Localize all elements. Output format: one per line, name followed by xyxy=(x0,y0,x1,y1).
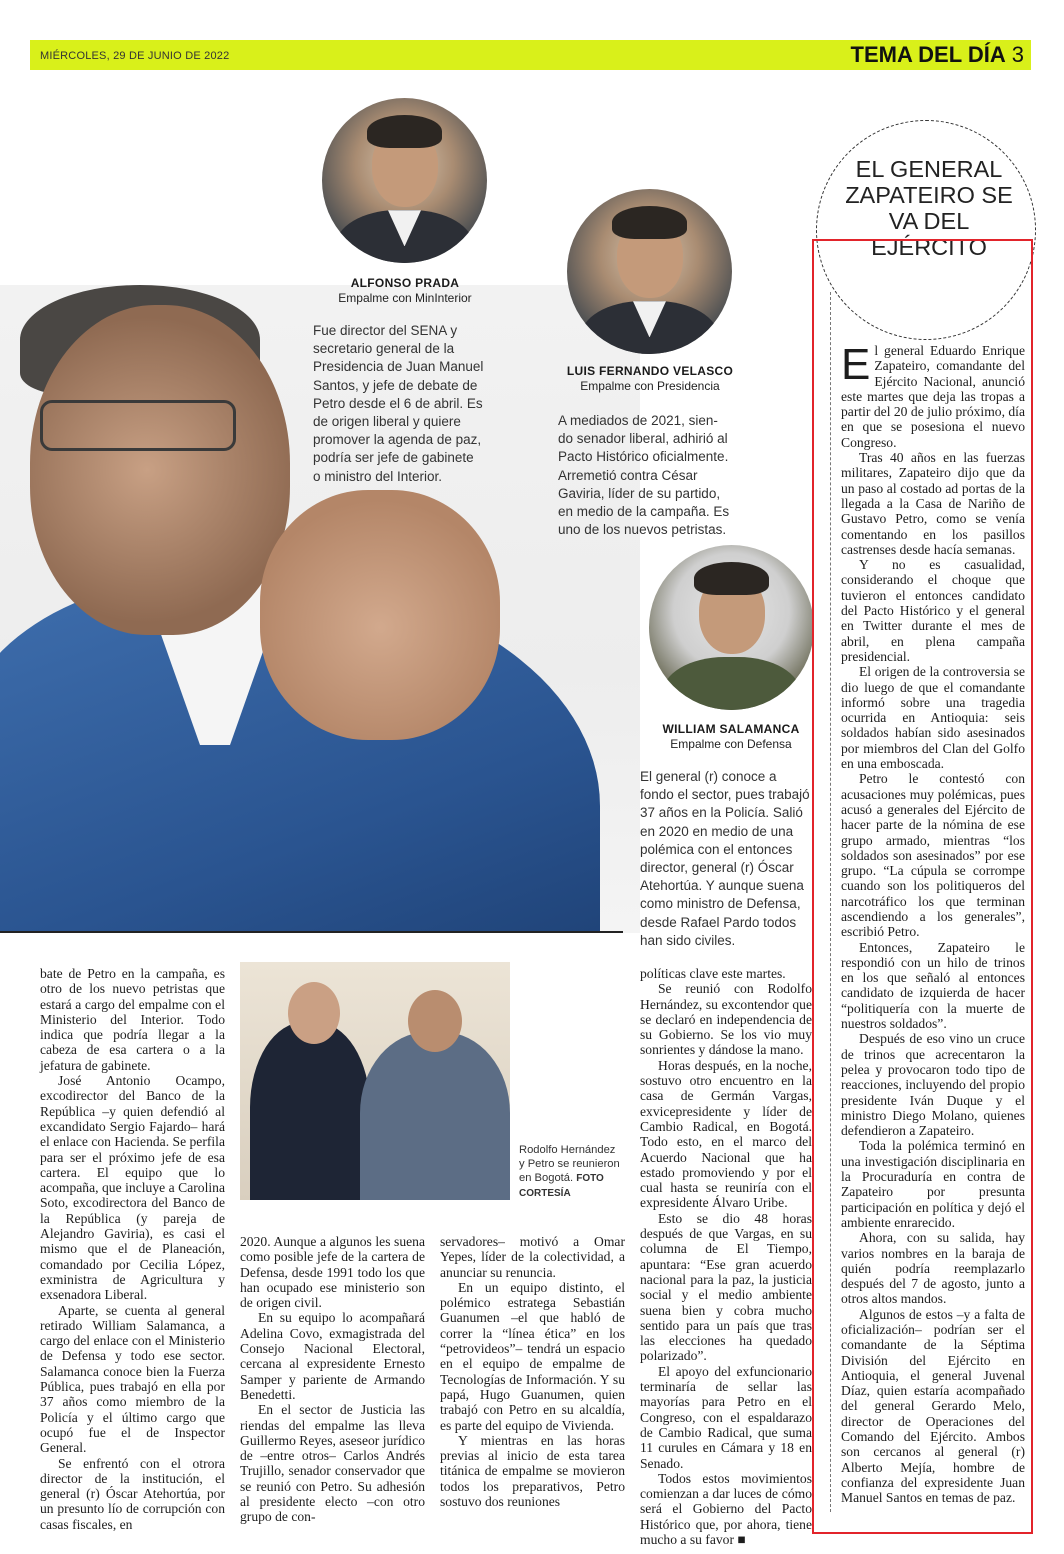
header-date: MIÉRCOLES, 29 DE JUNIO DE 2022 xyxy=(40,50,230,62)
photo-hernandez-petro xyxy=(240,962,510,1200)
photo-caption xyxy=(519,1143,624,1201)
section-name: TEMA DEL DÍA xyxy=(850,42,1006,67)
selection-highlight-box xyxy=(812,239,1033,1534)
portrait-luis-fernando-velasco xyxy=(567,189,732,354)
caption-text: Rodolfo Hernández y Petro se reunieron en Bogotá. xyxy=(519,1144,620,1184)
profile-name: ALFONSO PRADA xyxy=(350,276,460,290)
portrait-william-salamanca xyxy=(649,545,814,710)
profile-role: Empalme con Presidencia xyxy=(580,379,720,393)
profile-role: Empalme con MinInterior xyxy=(338,291,472,305)
profile-role: Empalme con Defensa xyxy=(670,737,792,751)
profile-name: LUIS FERNANDO VELASCO xyxy=(566,364,734,378)
profile-bio: A mediados de 2021, sien- do senador liberal, adhirió al Pacto Histórico oficialmente. Arremetió contra César Gaviria, líder de su partido, en medio de la campaña. Es uno de los nuevos petristas. xyxy=(558,413,730,538)
portrait-alfonso-prada xyxy=(322,98,487,263)
sidebar-article: El general Eduardo Enrique Zapateiro, comandante del Ejército Nacional, anunció este martes que deja las tropas a partir del 20 de julio próximo, día en que se posesiona el nuevo Congreso. Tras 40 años en las fuerzas militares, Zapateiro dijo que da un paso al costado ad portas de la llegada a la Casa de Nariño de Gustavo Petro, como se venía comentando en los pasillos castrenses desde hacía semanas. Y no es casualidad, considerando el choque que tuvieron el entonces candidato del Pacto Histórico y el general en Twitter durante el mes de abril, en plena campaña presidencial. El origen de la controversia se dio luego de que el comandante informó sobre una tragedia ocurrida en Antioquia: seis soldados habían sido asesinados por miembros del Clan del Golfo en una emboscada. Petro le contestó con acusaciones muy polémicas, pues acusó a generales del Ejército de hacer parte de la nómina de ese grupo armado, mientras “los soldados son asesinados” por ese grupo. “La cúpula se corrompe cuando son los politiqueros del narcotráfico los que terminan ascendiendo a los generales”, escribió Petro. Entonces, Zapateiro le respondió con un hilo de trinos en los que señaló al entonces candidato de izquierda de hacer “politiquería con la muerte de nuestros soldados”. Después de eso vino un cruce de trinos que acrecentaron la pelea y provocaron todo tipo de reacciones, incluyendo del propio presidente Iván Duque y el ministro Diego Molano, quienes defendieron a Zapateiro. Toda la polémica terminó en una investigación disciplinaria en la Procuraduría en contra de Zapateiro por presunta participación en política y dejó el ambiente enrarecido. Ahora, con su salida, hay varios nombres en la baraja de quién podría reemplazarlo después del 7 de agosto, junto a otros altos mandos. Algunos de estos –y a falta de oficialización– podrían ser el comandante de la Séptima División del Ejército en Antioquia, el general Juvenal Díaz, quien estaría acompañado del general Gerardo Melo, director de Operaciones del Comando del Ejército. Ambos son cercanos al general (r) Alberto Mejía, hombre de confianza del expresidente Juan Manuel Santos en temas de paz. xyxy=(841,340,1025,1506)
profile-name: WILLIAM SALAMANCA xyxy=(662,722,800,736)
body-column-2: 2020. Aunque a algunos les suena como posible jefe de la cartera de Defensa, desde 1991 todo los que han ocupado ese ministerio son de origen civil. En su equipo lo acompañará Adelina Covo, exmagistrada del Consejo Nacional Electoral, cercana al expresidente Ernesto Samper y pariente de Armando Benedetti. En el sector de Justicia las riendas del empalme las lleva Guillermo Reyes, aseseor jurídico de –entre otros– Carlos Andrés Trujillo, senador conservador que se reunió con Petro. Su adhesión al presidente electo –con otro grupo de con- xyxy=(240,1234,425,1525)
page-number: 3 xyxy=(1011,42,1024,67)
drop-cap: E xyxy=(841,340,871,389)
sidebar-title: EL GENERAL ZAPATEIRO SE VA DEL EJÉRCITO xyxy=(845,156,1013,260)
profile-bio: Fue director del SENA y secretario general de la Presidencia de Juan Manuel Santos, y jefe de debate de Petro desde el 6 de abril. Es de origen liberal y quiere promover la agenda de paz, podría ser jefe de gabinete o ministro del Interior. xyxy=(313,323,484,484)
photo-credit: FOTO CORTESÍA xyxy=(519,1173,604,1199)
body-column-4: políticas clave este martes. Se reunió con Rodolfo Hernández, su excontendor que se declaró en independencia de su Gobierno. Se los vio muy sonrientes y dándose la mano. Horas después, en la noche, sostuvo otro encuentro en la casa de Germán Vargas, exvicepresidente y líder de Cambio Radical, en Bogotá. Todo esto, en el marco del Acuerdo Nacional que ha estado promoviendo y por el cual hasta se reuniría con el expresidente Álvaro Uribe. Esto se dio 48 horas después de que Vargas, en su columna de El Tiempo, apuntara: “Ese gran acuerdo nacional para la paz, la justicia social y el medio ambiente suena bien y cobra mucho sentido para un país que tras las elecciones ha quedado polarizado”. El apoyo del exfuncionario terminaría de sellar las mayorías para Petro en el Congreso, con el espaldarazo de Cambio Radical, que suma 11 curules en Cámara y 18 en Senado. Todos estos movimientos comienzan a dar luces de cómo será el Gobierno del Pacto Histórico que, por ahora, tiene mucho a su favor ■ xyxy=(640,966,812,1547)
profile-bio: El general (r) conoce a fondo el sector, pues trabajó 37 años en la Policía. Salió en 2020 en medio de una polémica con el entonces director, general (r) Óscar Atehortúa. Y aunque suena como ministro de Defensa, desde Rafael Pardo todos han sido civiles. xyxy=(640,769,810,948)
photo-divider xyxy=(0,931,623,933)
body-column-3: servadores– motivó a Omar Yepes, líder de la colectividad, a anunciar su renuncia. En un equipo distinto, el polémico estratega Sebastián Guanumen –el que habló de correr la “línea ética” en los “petrovideos”– tendrá un espacio en el equipo de empalme de Tecnologías de Información. Y su papá, Hugo Guanumen, quien trabajó con Petro en su alcaldía, es parte del equipo de Vivienda. Y mientras en las horas previas al inicio de esta tarea titánica de empalme se movieron todos los preparativos, Petro sostuvo dos reuniones xyxy=(440,1234,625,1510)
body-column-1: bate de Petro en la campaña, es otro de los nuevo petristas que estará a cargo del empalme con el Ministerio del Interior. Todo indica que podría llegar a la cabeza de esa cartera o a la jefatura de gabinete. José Antonio Ocampo, excodirector del Banco de la República –y quien defendió al excandidato Sergio Fajardo– hará el enlace con Hacienda. Se perfila para ser el próximo jefe de esa cartera. El equipo que lo acompaña, que incluye a Carolina Soto, excodirectora del Banco de la República (y pareja de Alejandro Gaviria), es casi el mismo que el de Planeación, comandado por Cecilia López, exministra de Agricultura y exsenadora Liberal. Aparte, se cuenta al general retirado William Salamanca, a cargo del enlace con el Ministerio de Defensa y todo ese sector. Salamanca conoce bien la Fuerza Pública, pues trabajó en ella por 37 años como miembro de la Policía y el último cargo que ocupó fue el de Inspector General. Se enfrentó con el otrora director de la institución, el general (r) Óscar Atehortúa, por un presunto lío de corrupción con casas fiscales, en xyxy=(40,966,225,1532)
section-title xyxy=(851,42,1024,68)
